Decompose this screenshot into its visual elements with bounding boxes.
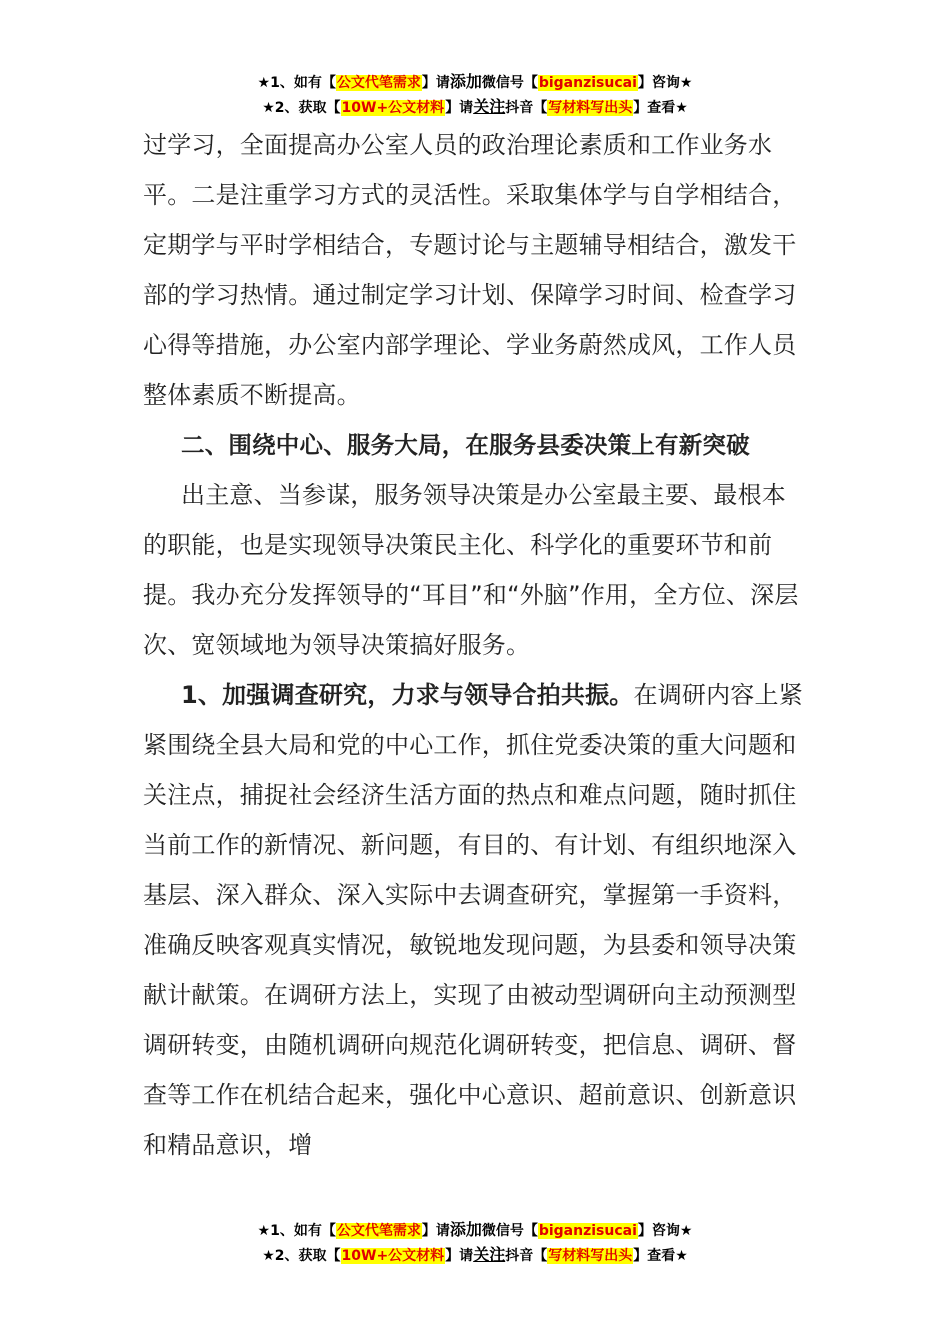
banner-emphasis: 添加 <box>449 1220 482 1239</box>
banner-line-2 <box>0 1243 950 1268</box>
bottom-banner <box>0 1218 950 1268</box>
banner-emphasis: 关注 <box>473 1245 506 1264</box>
banner-text: 微信号【 <box>481 1223 538 1239</box>
banner-highlight: biganzisucai <box>538 1223 637 1239</box>
banner-emphasis: 关注 <box>473 97 506 116</box>
banner-text: ★1、如有【 <box>257 1223 336 1239</box>
banner-line-1 <box>0 1218 950 1243</box>
banner-highlight: biganzisucai <box>538 75 637 91</box>
banner-highlight: 10W+公文材料 <box>341 1248 445 1264</box>
top-banner <box>0 70 950 120</box>
banner-text: ★2、获取【 <box>262 1248 341 1264</box>
banner-text: ★2、获取【 <box>262 100 341 116</box>
document-body <box>143 120 803 1170</box>
banner-text: 微信号【 <box>481 75 538 91</box>
banner-text: 】请 <box>421 1223 450 1239</box>
banner-text: 】请 <box>421 75 450 91</box>
banner-highlight: 写材料写出头 <box>548 1248 633 1264</box>
banner-text: ★1、如有【 <box>257 75 336 91</box>
paragraph-2: 出主意、当参谋，服务领导决策是办公室最主要、最根本的职能，也是实现领导决策民主化、科学化的重要环节和前提。我办充分发挥领导的“耳目”和“外脑”作用，全方位、深层次、宽领域地为领导决策搞好服务。 <box>143 481 799 659</box>
banner-highlight: 公文代笔需求 <box>336 1223 421 1239</box>
paragraph-3-lead: 1、加强调查研究，力求与领导合拍共振。 <box>181 681 634 709</box>
section-heading: 二、围绕中心、服务大局，在服务县委决策上有新突破 <box>181 431 750 459</box>
banner-text: 抖音【 <box>505 100 548 116</box>
banner-text: 】咨询★ <box>637 75 693 91</box>
banner-text: 】咨询★ <box>637 1223 693 1239</box>
banner-line-1 <box>0 70 950 95</box>
banner-highlight: 写材料写出头 <box>548 100 633 116</box>
paragraph-1: 过学习，全面提高办公室人员的政治理论素质和工作业务水平。二是注重学习方式的灵活性。采取集体学与自学相结合，定期学与平时学相结合，专题讨论与主题辅导相结合，激发干部的学习热情。通过制定学习计划、保障学习时间、检查学习心得等措施，办公室内部学理论、学业务蔚然成风，工作人员整体素质不断提高。 <box>143 131 797 409</box>
paragraph-3-body: 在调研内容上紧紧围绕全县大局和党的中心工作，抓住党委决策的重大问题和关注点，捕捉社会经济生活方面的热点和难点问题，随时抓住当前工作的新情况、新问题，有目的、有计划、有组织地深入基层、深入群众、深入实际中去调查研究，掌握第一手资料，准确反映客观真实情况，敏锐地发现问题，为县委和领导决策献计献策。在调研方法上，实现了由被动型调研向主动预测型调研转变，由随机调研向规范化调研转变，把信息、调研、督查等工作在机结合起来，强化中心意识、超前意识、创新意识和精品意识，增 <box>143 681 803 1159</box>
paragraph-3 <box>143 670 803 1170</box>
banner-highlight: 公文代笔需求 <box>336 75 421 91</box>
banner-text: 抖音【 <box>505 1248 548 1264</box>
banner-text: 】请 <box>445 1248 474 1264</box>
banner-line-2 <box>0 95 950 120</box>
banner-text: 】请 <box>445 100 474 116</box>
banner-text: 】查看★ <box>633 100 688 116</box>
banner-highlight: 10W+公文材料 <box>341 100 445 116</box>
banner-emphasis: 添加 <box>449 72 482 91</box>
banner-text: 】查看★ <box>633 1248 688 1264</box>
